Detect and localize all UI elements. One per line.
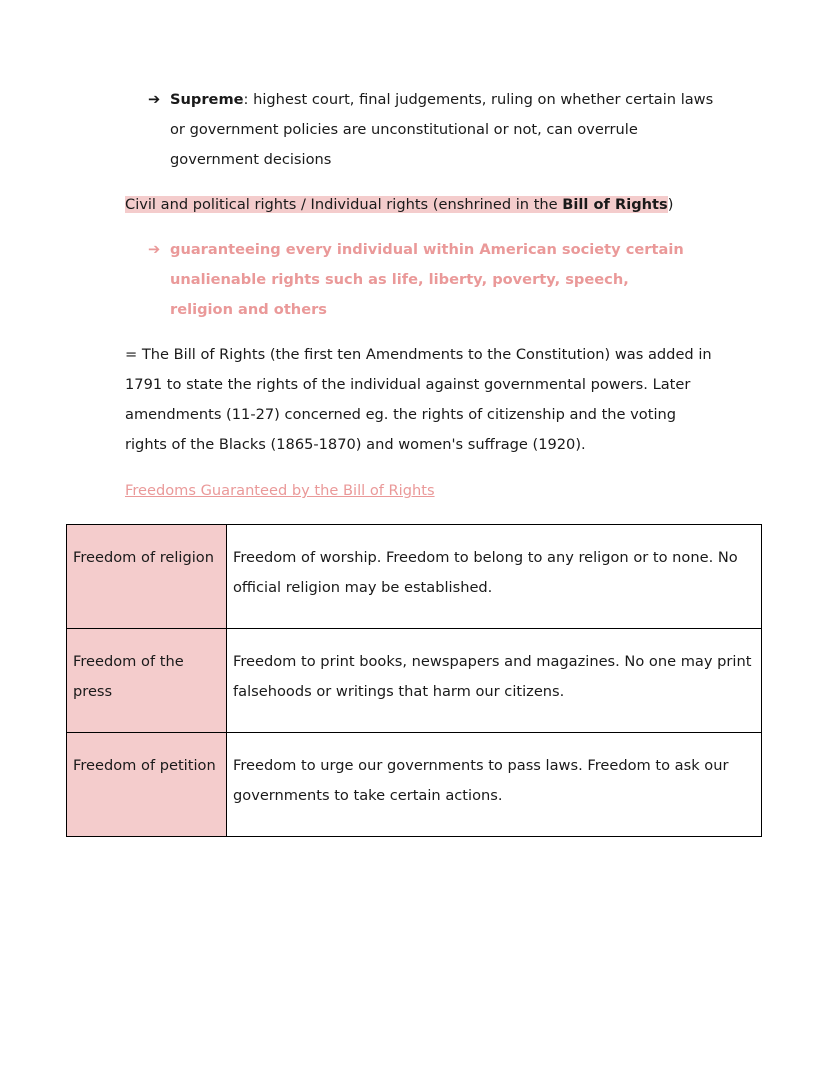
freedoms-link[interactable]: Freedoms Guaranteed by the Bill of Rights [125,482,435,499]
supreme-court-text [170,85,718,175]
supreme-term: Supreme [170,91,244,108]
supreme-court-bullet [148,85,718,175]
freedom-description: Freedom to print books, newspapers and magazines. No one may print falsehoods or writings that harm our citizens. [227,629,762,733]
bill-of-rights-term: Bill of Rights [562,196,668,213]
table-row [67,733,762,837]
arrow-right-icon: ➔ [148,91,161,108]
freedom-label: Freedom of religion [67,525,227,629]
table-row [67,629,762,733]
rights-heading-text: Civil and political rights / Individual rights (enshrined in the [125,196,563,213]
freedom-description: Freedom to urge our governments to pass laws. Freedom to ask our governments to take certain actions. [227,733,762,837]
rights-heading-highlight [125,196,668,213]
rights-heading-closing: ) [667,196,674,213]
table-row [67,525,762,629]
rights-heading [125,190,673,220]
freedoms-table [66,524,762,837]
freedom-label: Freedom of the press [67,629,227,733]
freedom-description: Freedom of worship. Freedom to belong to any religon or to none. No official religion may be established. [227,525,762,629]
guarantee-text: guaranteeing every individual within American society certain unalienable rights such as life, liberty, poverty, speech, religion and others [170,241,684,318]
arrow-right-icon: ➔ [148,241,161,258]
guarantee-bullet [148,235,688,325]
freedom-label: Freedom of petition [67,733,227,837]
supreme-description: : highest court, final judgements, ruling on whether certain laws or government policies are unconstitutional or not, can overrule government decisions [170,91,714,168]
bill-of-rights-paragraph: = The Bill of Rights (the first ten Amendments to the Constitution) was added in 1791 to state the rights of the individual against governmental powers. Later amendments (11-27) concerned eg. the rights of citizenship and the voting rights of the Blacks (1865-1870) and women's suffrage (1920). [125,346,712,453]
